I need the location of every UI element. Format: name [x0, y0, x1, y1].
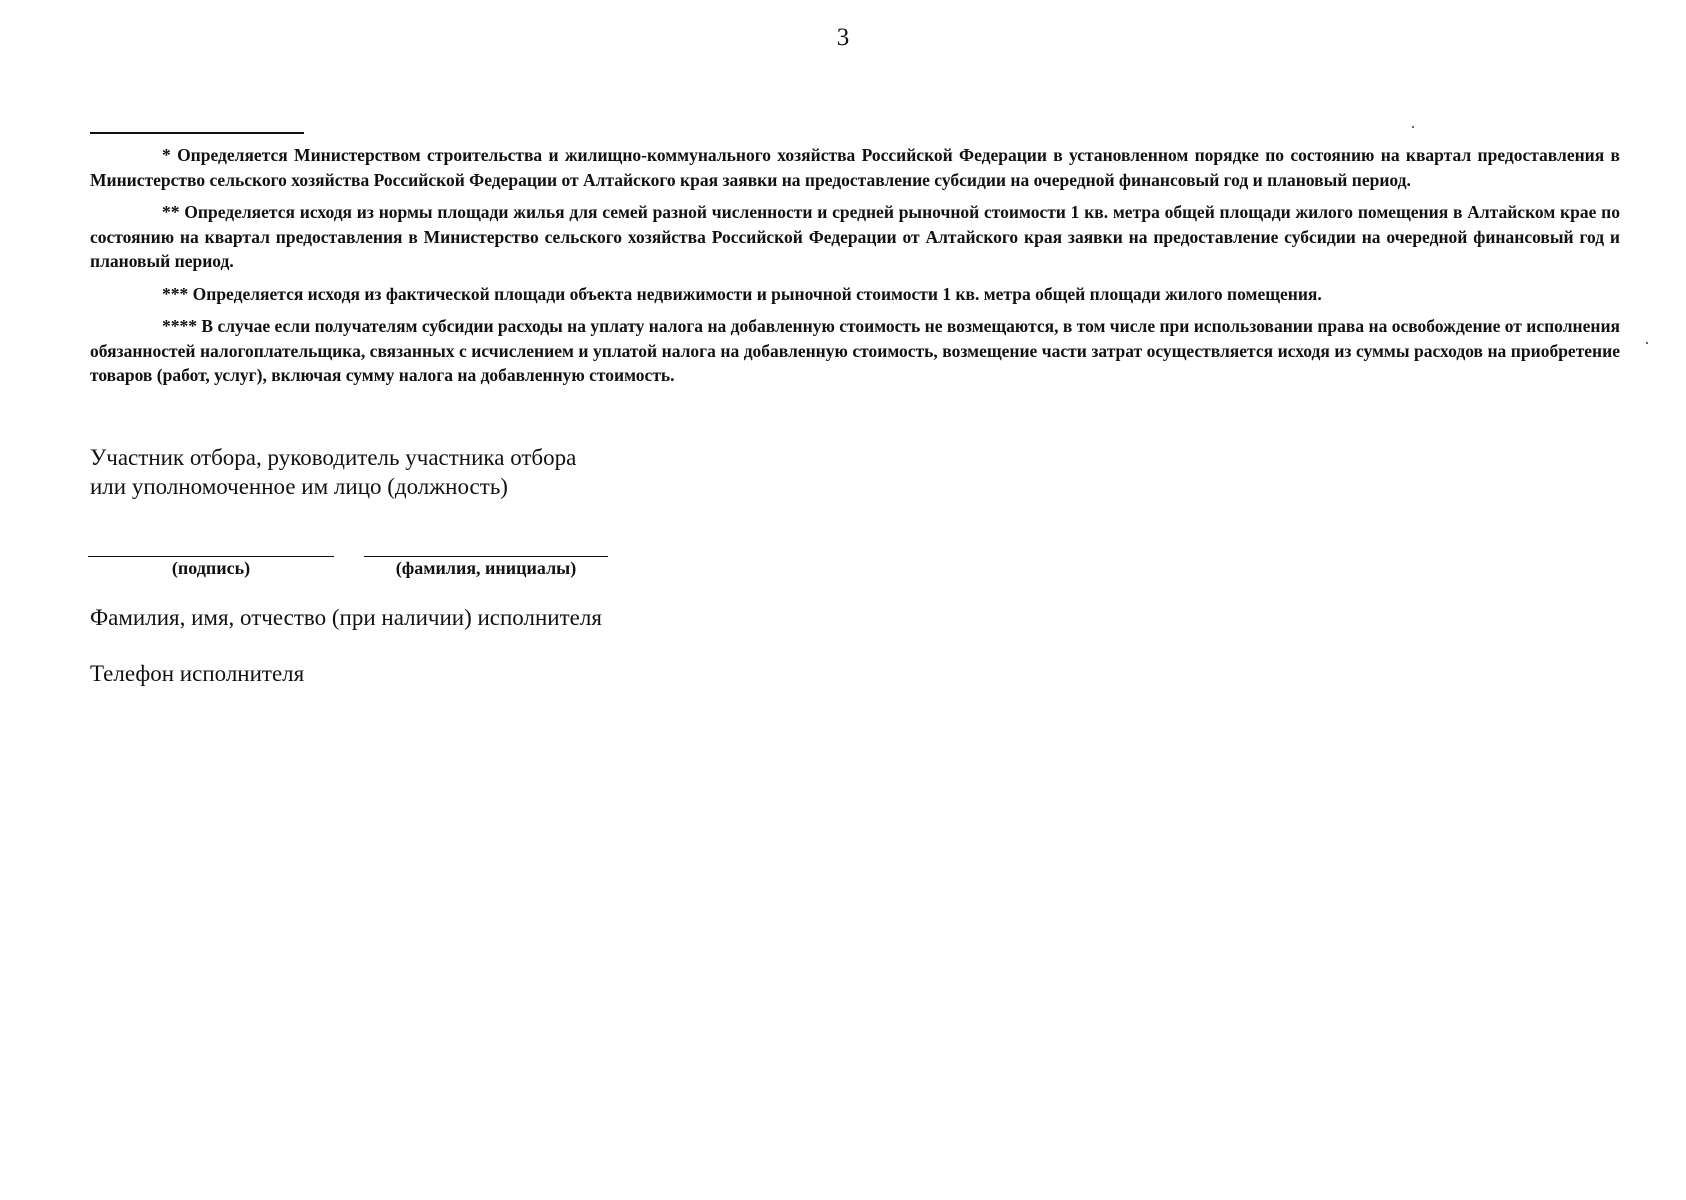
footnote-text: В случае если получателям субсидии расходы на уплату налога на добавленную стоимость не возмещаются, в том числе при использовании права на освобождение от исполнения обязанностей налогоплательщика, связанных с исчислением и уплатой налога на добавленную стоимость, возмещение части затрат осуществляется исходя из суммы расходов на приобретение товаров (работ, услуг), включая сумму налога на добавленную стоимость. — [90, 316, 1621, 385]
name-caption: (фамилия, инициалы) — [395, 558, 577, 578]
footnote-text: Определяется исходя из нормы площади жилья для семей разной численности и средней рыночной стоимости 1 кв. метра общей площади жилого помещения в Алтайском крае по состоянию на квартал предоставления в Министерство сельского хозяйства Российской Федерации от Алтайского края заявки на предоставление субсидии на очередной финансовый год и плановый период. — [90, 202, 1620, 271]
executor-name-label: Фамилия, имя, отчество (при наличии) исполнителя — [90, 605, 602, 630]
footnote-3 — [90, 282, 1620, 307]
signature-caption: (подпись) — [171, 558, 251, 578]
scan-speck — [1412, 126, 1414, 128]
footnote-separator — [90, 132, 304, 134]
footnote-marker: ** — [162, 202, 180, 222]
footnotes — [90, 143, 1620, 396]
footnote-2 — [90, 200, 1620, 274]
signature-line — [88, 556, 334, 557]
scan-speck — [1646, 342, 1648, 344]
footnote-marker: *** — [162, 283, 189, 304]
footnote-1 — [90, 143, 1620, 192]
footnote-text: Определяется Министерством строительства и жилищно-коммунального хозяйства Российской Федерации в установленном порядке по состоянию на квартал предоставления в Министерство сельского хозяйства Российской Федерации от Алтайского края заявки на предоставление субсидии на очередной финансовый год и плановый период. — [90, 145, 1620, 190]
footnote-text: Определяется исходя из фактической площади объекта недвижимости и рыночной стоимости 1 кв. метра общей площади жилого помещения. — [192, 283, 1322, 304]
footnote-marker: * — [162, 145, 171, 165]
signer-title-line: или уполномоченное им лицо (должность) — [90, 474, 508, 499]
executor-phone-label: Телефон исполнителя — [90, 661, 305, 686]
footnote-marker: **** — [162, 316, 197, 336]
signer-title-line: Участник отбора, руководитель участника отбора — [90, 445, 577, 470]
footnote-4 — [90, 314, 1620, 388]
signer-title — [90, 443, 576, 501]
name-line — [364, 556, 608, 557]
page-number: 3 — [836, 24, 850, 51]
